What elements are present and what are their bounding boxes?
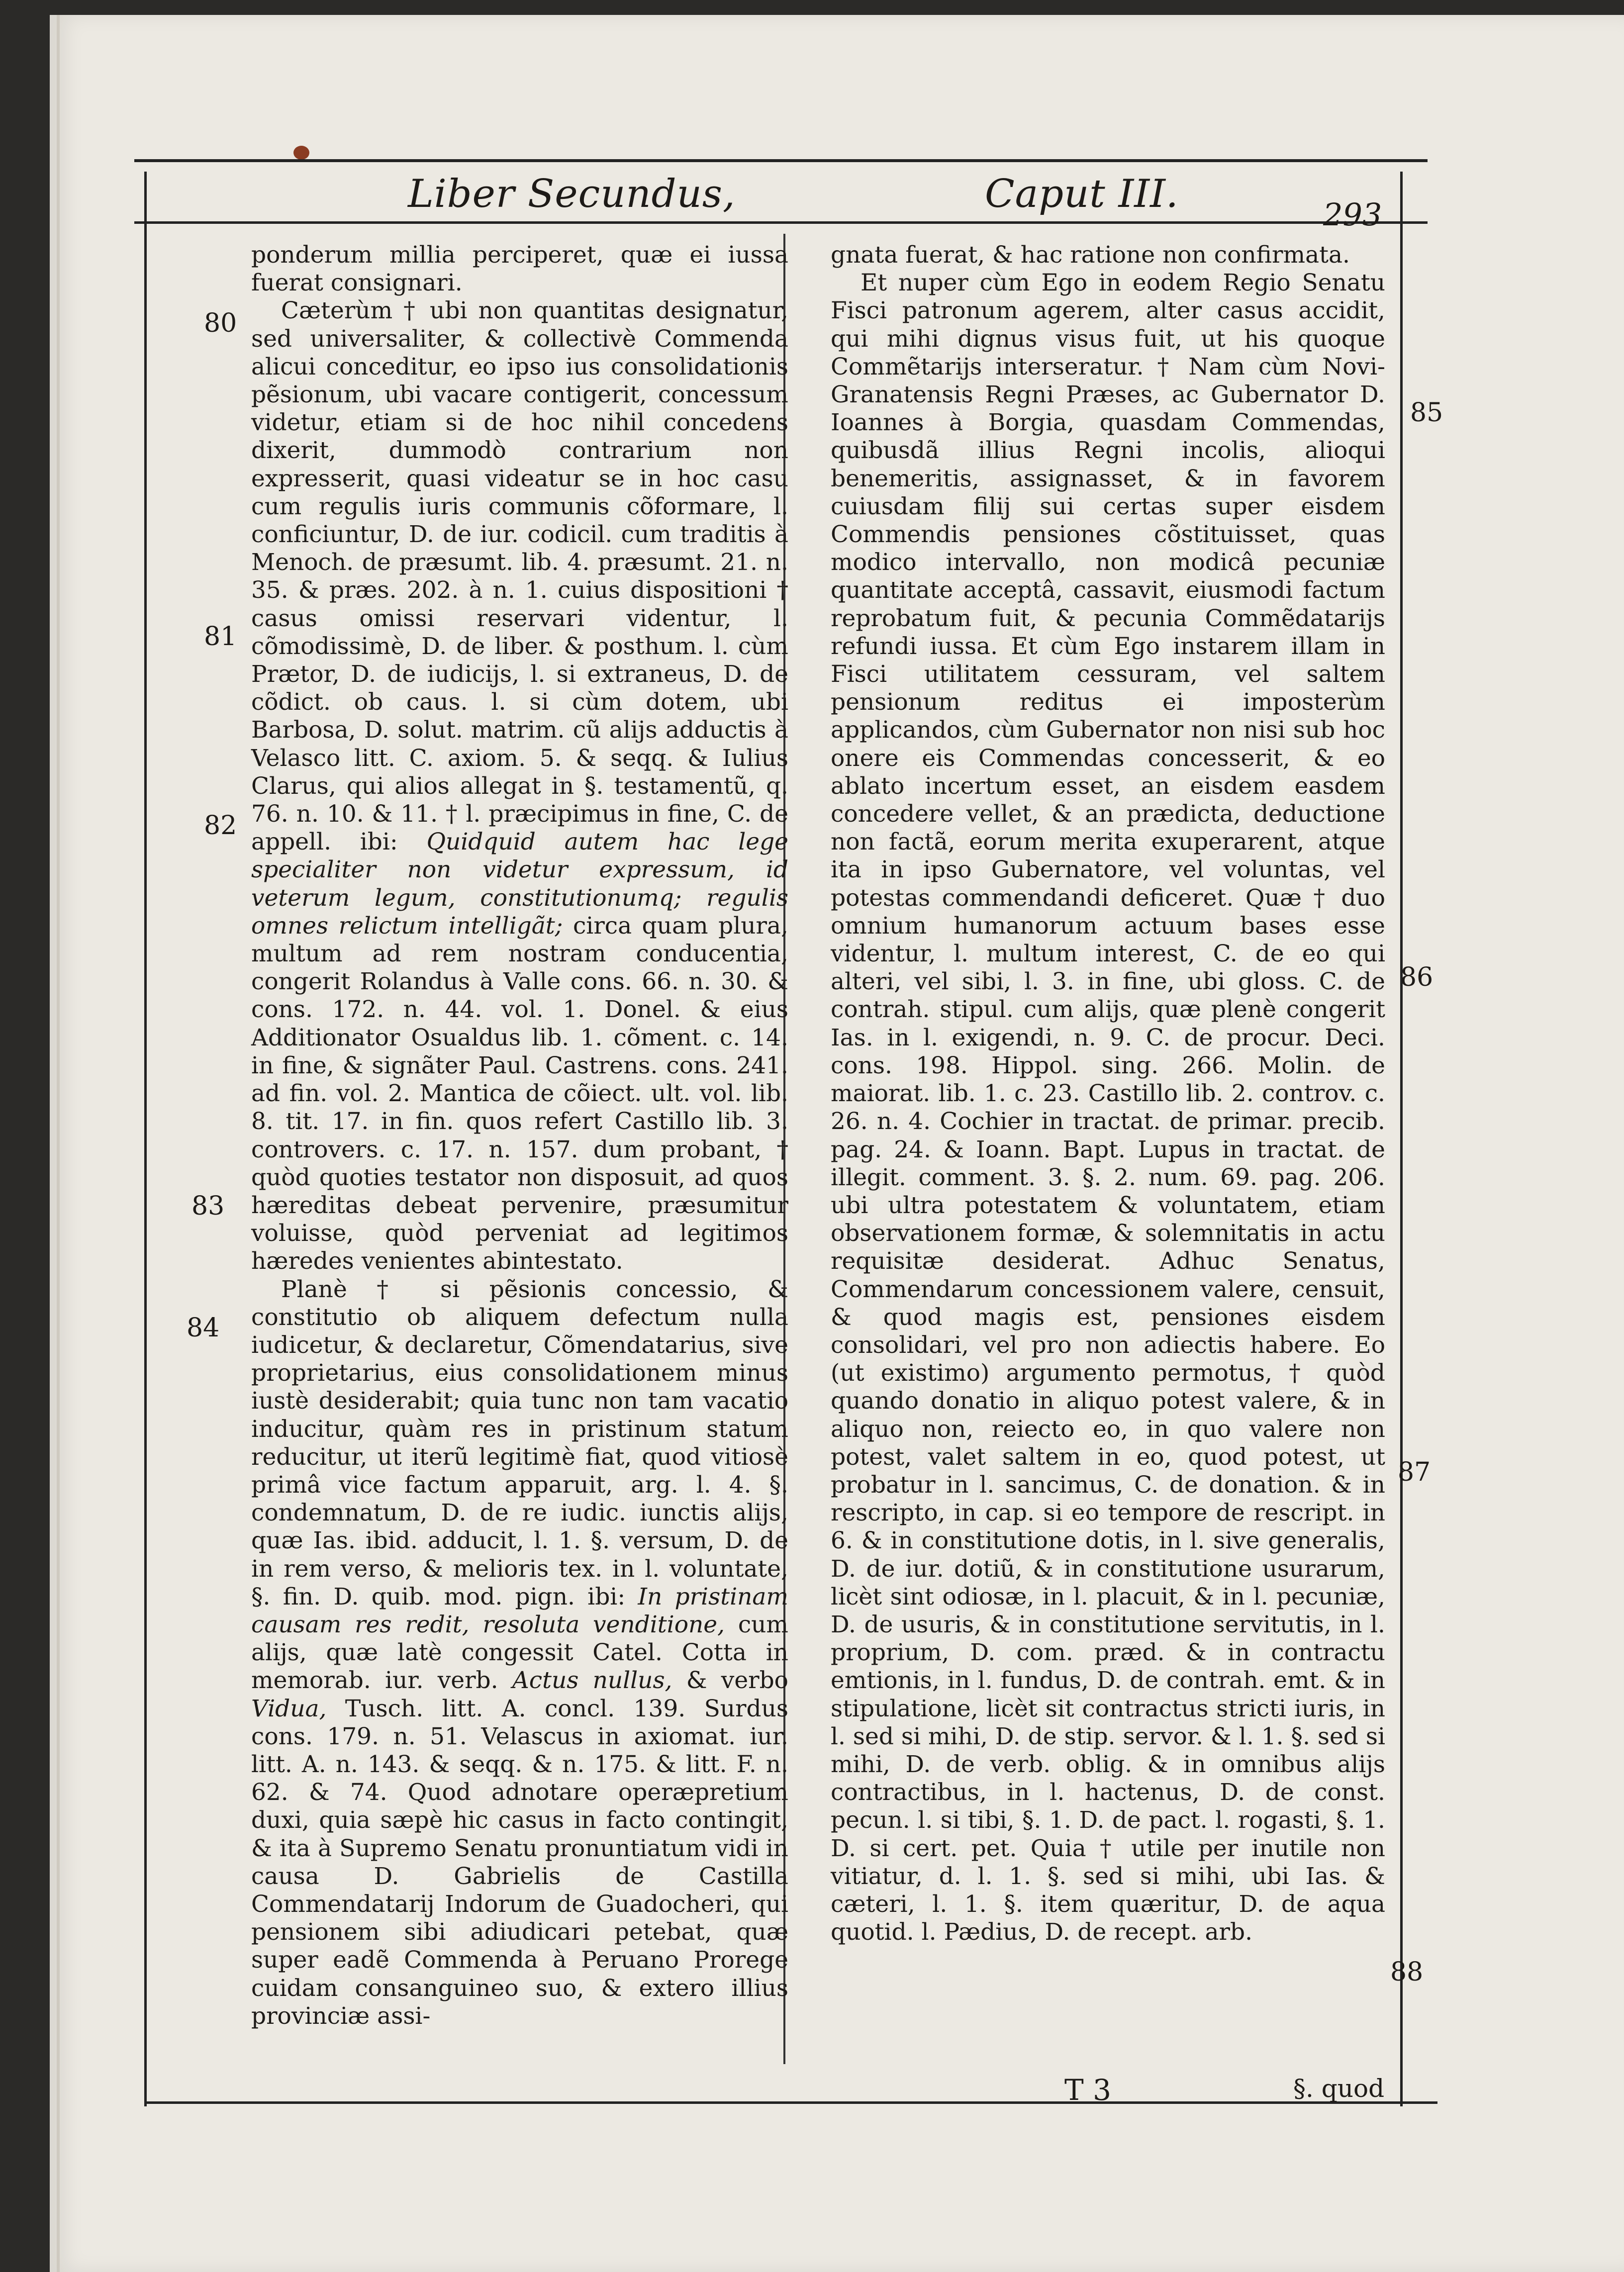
paragraph: Et nuper cùm Ego in eodem Regio Senatu Fisci patronum agerem, alter casus accidit, qui mihi dignus visus fuit, ut his quoque Commẽtarijs interseratur. † Nam cùm Novi-Granatensis Regni Præses, ac Gubernator D. Ioannes à Borgia, quasdam Commendas, quibusdã illius Regni incolis, alioqui benemeritis, assignasset, & in favorem cuiusdam filij sui certas super eisdem Commendis pensiones cõstituisset, quas modico intervallo, non modicâ pecuniæ quantitate acceptâ, cassavit, eiusmodi factum reprobatum fuit, & pecunia Commẽdatarijs refundi iussa. Et cùm Ego instarem illam in Fisci utilitatem cessuram, vel saltem pensionum reditus ei imposterùm applicandos, cùm Gubernator non nisi sub hoc onere eis Commendas concesserit, & eo ablato incertum esset, an eisdem easdem concedere vellet, & an prædicta, deductione non factã, eorum merita exuperarent, atque ita in ipso Gubernatore, vel voluntas, vel potestas commendandi deficeret. Quæ † duo omnium humanorum actuum bases esse videntur, l. multum interest, C. de eo qui alteri, vel sibi, l. 3. in fine, ubi gloss. C. de contrah. stipul. cum alijs, quæ plenè congerit Ias. in l. exigendi, n. 9. C. de procur. Deci. cons. 198. Hippol. sing. 266. Molin. de maiorat. lib. 1. c. 23. Castillo lib. 2. controv. c. 26. n. 4. Cochier in tractat. de primar. precib. pag. 24. & Ioann. Bapt. Lupus in tractat. de illegit. comment. 3. §. 2. num. 69. pag. 206. ubi ultra potestatem & voluntatem, etiam observationem formæ, & solemnitatis in actu requisitæ desiderat. Adhuc Senatus, Commendarum concessionem valere, censuit, & quod magis est, pensiones eisdem consolidari, vel pro non adiectis habere. Eo (ut existimo) argumento permotus, † quòd quando donatio in aliquo potest valere, & in aliquo non, reiecto eo, in quo valere non potest, valet saltem in eo, quod potest, ut probatur in l. sancimus, C. de donation. & in rescripto, in cap. si eo tempore de rescript. in 6. & in constitutione dotis, in l. sive generalis, D. de iur. dotiũ, & in constitutione usurarum, licèt sint odiosæ, in l. placuit, & in l. pecuniæ, D. de usuris, & in constitutione servitutis, in l. proprium, D. com. præd. & in contractu emtionis, in l. fundus, D. de contrah. emt. & in stipulatione, licèt sit contractus stricti iuris, in l. sed si mihi, D. de stip. servor. & l. 1. §. sed si mihi, D. de verb. oblig. & in omnibus alijs contractibus, in l. hactenus, D. de const. pecun. l. si tibi, §. 1. D. de pact. l. rogasti, §. 1. D. si cert. pet. Quia † utile per inutile non vitiatur, d. l. 1. §. sed si mihi, ubi Ias. & cæteri, l. 1. §. item quæritur, D. de aqua quotid. l. Pædius, D. de recept. arb. <box>831 269 1385 1946</box>
left-column <box>251 241 788 2030</box>
running-head-left: Liber Secundus, <box>408 172 736 216</box>
margin-number: 80 <box>204 308 237 338</box>
margin-number: 83 <box>191 1191 225 1221</box>
running-head-right: Caput III. <box>985 172 1179 216</box>
margin-number: 85 <box>1410 398 1443 428</box>
paragraph: Planè † si pẽsionis concessio, & constitutio ob aliquem defectum nulla iudicetur, & declaretur, Cõmendatarius, sive proprietarius, eius consolidationem minus iustè desiderabit; quia tunc non tam vacatio inducitur, quàm res in pristinum statum reducitur, ut iterũ legitimè fiat, quod vitiosè primâ vice factum apparuit, arg. l. 4. §. condemnatum, D. de re iudic. iunctis alijs, quæ Ias. ibid. adducit, l. 1. §. versum, D. de in rem verso, & melioris tex. in l. voluntate, §. fin. D. quib. mod. pign. ibi: In pristinam causam res redit, resoluta venditione, cum alijs, quæ latè congessit Catel. Cotta in memorab. iur. verb. Actus nullus, & verbo Vidua, Tusch. litt. A. concl. 139. Surdus cons. 179. n. 51. Velascus in axiomat. iur. litt. A. n. 143. & seqq. & n. 175. & litt. F. n. 62. & 74. Quod adnotare operæpretium duxi, quia sæpè hic casus in facto contingit, & ita à Supremo Senatu pronuntiatum vidi in causa D. Gabrielis de Castilla Commendatarij Indorum de Guadocheri, qui pensionem sibi adiudicari petebat, quæ super eadẽ Commenda à Peruano Prorege cuidam consanguineo suo, & extero illius provinciæ assi- <box>251 1275 788 2030</box>
ink-stain <box>293 146 309 160</box>
signature-mark: T 3 <box>1064 2073 1112 2107</box>
paragraph: ponderum millia perciperet, quæ ei iussa fuerat consignari. <box>251 241 788 297</box>
paragraph: Cæterùm † ubi non quantitas designatur, sed universaliter, & collectivè Commenda alicui conceditur, eo ipso ius consolidationis pẽsionum, ubi vacare contigerit, concessum videtur, etiam si de hoc nihil concedens dixerit, dummodò contrarium non expresserit, quasi videatur se in hoc casu cum regulis iuris communis cõformare, l. conficiuntur, D. de iur. codicil. cum traditis à Menoch. de præsumt. lib. 4. præsumt. 21. n. 35. & præs. 202. à n. 1. cuius dispositioni † casus omissi reservari videntur, l. cõmodissimè, D. de liber. & posthum. l. cùm Prætor, D. de iudicijs, l. si extraneus, D. de cõdict. ob caus. l. si cùm dotem, ubi Barbosa, D. solut. matrim. cũ alijs adductis à Velasco litt. C. axiom. 5. & seqq. & Iulius Clarus, qui alios allegat in §. testamentũ, q. 76. n. 10. & 11. † l. præcipimus in fine, C. de appell. ibi: Quidquid autem hac lege specialiter non videtur expressum, id veterum legum, constitutionumq; regulis omnes relictum intelligãt; circa quam plura, multum ad rem nostram conducentia, congerit Rolandus à Valle cons. 66. n. 30. & cons. 172. n. 44. vol. 1. Donel. & eius Additionator Osualdus lib. 1. cõment. c. 14. in fine, & signãter Paul. Castrens. cons. 241. ad fin. vol. 2. Mantica de cõiect. ult. vol. lib. 8. tit. 17. in fin. quos refert Castillo lib. 3. controvers. c. 17. n. 157. dum probant, † quòd quoties testator non disposuit, ad quos hæreditas debeat pervenire, præsumitur voluisse, quòd perveniat ad legitimos hæredes venientes abintestato. <box>251 297 788 1275</box>
margin-number: 84 <box>187 1313 220 1343</box>
margin-number: 87 <box>1398 1457 1431 1487</box>
margin-number: 82 <box>204 811 237 841</box>
binding-gutter <box>57 15 60 2272</box>
margin-number: 86 <box>1400 962 1433 992</box>
paragraph: gnata fuerat, & hac ratione non confirmata. <box>831 241 1350 269</box>
margin-number: 81 <box>204 622 237 652</box>
right-column <box>831 241 1385 1946</box>
catchword: §. quod <box>1293 2074 1385 2103</box>
footer-rule <box>144 2101 1437 2104</box>
margin-number: 88 <box>1390 1957 1424 1987</box>
header-rule-top <box>134 159 1428 162</box>
folio-number: 293 <box>1323 196 1382 233</box>
